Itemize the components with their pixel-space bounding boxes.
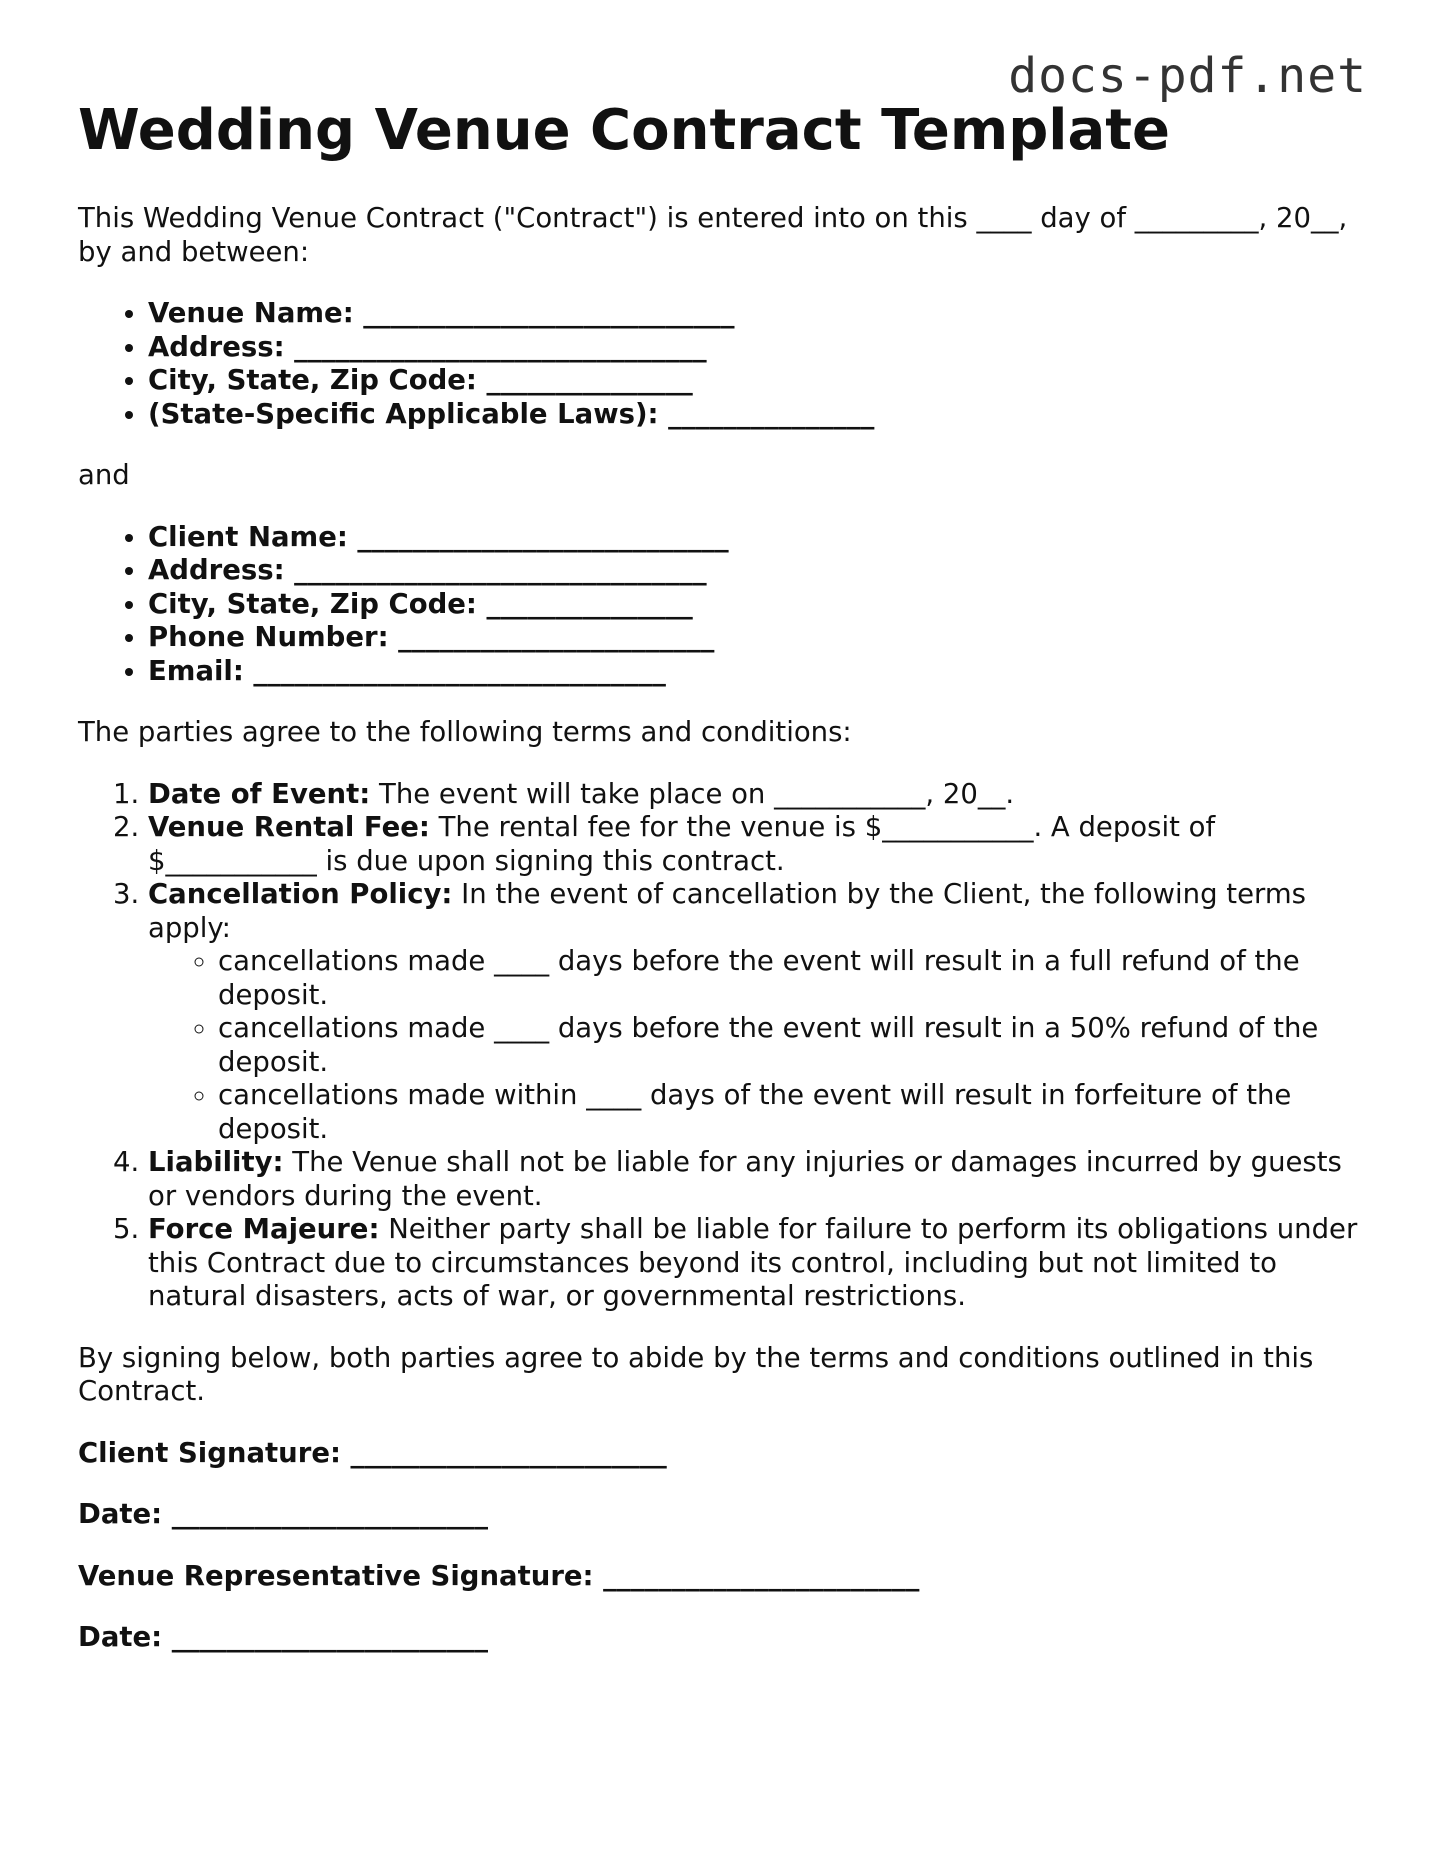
and-text: and [78,459,130,491]
term-text: The rental fee for the venue is $___________. A deposit of $___________ is due upon signing this contract. [148,811,1216,877]
cancellation-item: ◦ cancellations made within ____ days of the event will result in forfeiture of the deposit. [218,1079,1368,1146]
client-city-state-zip-field: • City, State, Zip Code: _______________ [148,588,1368,622]
client-name-field: • Client Name: ___________________________ [148,521,1368,555]
client-address-field: • Address: ______________________________ [148,554,1368,588]
document-page [78,96,1368,1683]
venue-address-field: • Address: ______________________________ [148,331,1368,365]
term-liability [148,1146,1368,1213]
client-fields-list [78,521,1368,689]
term-date-of-event [148,778,1368,812]
client-date-line: Date: _______________________ [78,1498,489,1530]
cancellation-item: ◦ cancellations made ____ days before the event will result in a full refund of the deposit. [218,945,1368,1012]
venue-applicable-laws-field: • (State-Specific Applicable Laws): _______________ [148,398,1368,432]
venue-signature-line: Venue Representative Signature: _______________________ [78,1559,920,1592]
term-venue-rental-fee [148,811,1368,878]
venue-date-line: Date: _______________________ [78,1621,489,1653]
term-cancellation-policy [148,878,1368,1146]
term-label: Venue Rental Fee: [148,811,430,843]
venue-fields-list [78,297,1368,431]
watermark: docs-pdf.net [1008,48,1367,104]
term-label: Liability: [148,1146,284,1178]
terms-list [78,778,1368,1314]
document-title: Wedding Venue Contract Template [78,98,1171,163]
client-phone-field: • Phone Number: _______________________ [148,621,1368,655]
term-text: Neither party shall be liable for failure to perform its obligations under this Contract due to circumstances beyond its control, including but not limited to natural disasters, acts of war, or governmental restrictions. [148,1213,1358,1312]
intro-paragraph: This Wedding Venue Contract ("Contract") is entered into on this ____ day of _________, 20__, by and between: [78,202,1348,268]
term-label: Date of Event: [148,777,371,810]
term-text: In the event of cancellation by the Client, the following terms apply: [148,878,1306,944]
venue-name-field: • Venue Name: ___________________________ [148,297,1368,331]
client-email-field: • Email: ______________________________ [148,655,1368,689]
term-label: Force Majeure: [148,1213,380,1245]
term-label: Cancellation Policy: [148,878,453,910]
closing-paragraph: By signing below, both parties agree to abide by the terms and conditions outlined in this Contract. [78,1341,1314,1407]
cancellation-item: ◦ cancellations made ____ days before the event will result in a 50% refund of the deposit. [218,1012,1368,1079]
terms-intro: The parties agree to the following terms and conditions: [78,716,852,748]
venue-city-state-zip-field: • City, State, Zip Code: _______________ [148,364,1368,398]
cancellation-sublist [148,945,1368,1146]
client-signature-line: Client Signature: _______________________ [78,1436,667,1469]
term-text: The Venue shall not be liable for any injuries or damages incurred by guests or vendors during the event. [148,1146,1342,1212]
term-force-majeure [148,1213,1368,1314]
term-text: The event will take place on ___________, 20__. [370,777,1015,810]
